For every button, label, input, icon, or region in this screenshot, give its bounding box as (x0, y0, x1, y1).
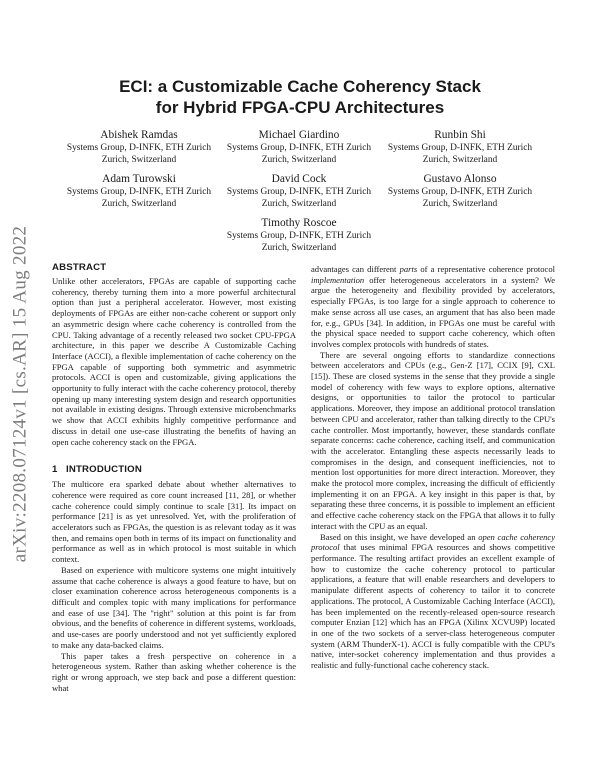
author-location: Zurich, Switzerland (101, 198, 177, 209)
author-affiliation: Systems Group, D-INFK, ETH Zurich (387, 143, 533, 153)
author-location: Zurich, Switzerland (101, 154, 177, 165)
arxiv-stamp-text: arXiv:2208.07124v1 [cs.AR] 15 Aug 2022 (9, 225, 30, 563)
author-affiliation: Systems Group, D-INFK, ETH Zurich (226, 231, 372, 241)
author-block (209, 128, 389, 166)
text-run: advantages can different (311, 264, 400, 274)
emphasis-open-protocol: open cache coherency protocol (311, 531, 555, 553)
emphasis-parts: parts (399, 264, 418, 274)
intro-paragraph-1: The multicore era sparked debate about whether alternatives to coherence were required as core count increased [11, 28], or whether cache coherence could simply continue to scale [31]. Its impact on performance [21] is as yet unresolved. Yet, with the proliferation of accelerators such as FPGAs, the question is as relevant today as it was then, and remains open both in terms of its impact on functionality and performance as well as in which protocol is most suitable in which context. (52, 479, 296, 565)
author-location: Zurich, Switzerland (261, 242, 337, 253)
author-block (49, 172, 229, 210)
abstract-heading: ABSTRACT (52, 262, 107, 273)
right-paragraph-3 (311, 532, 555, 671)
title-line-2: for Hybrid FPGA-CPU Architectures (155, 98, 445, 117)
text-run: of a representative coherence protocol (417, 264, 555, 274)
left-column (52, 262, 296, 693)
intro-paragraph-3: This paper takes a fresh perspective on coherence in a heterogeneous system. Rather than asking whether coherence is the right or wrong approach, we step back and pose a different question: what (52, 650, 296, 693)
author-affiliation: Systems Group, D-INFK, ETH Zurich (66, 143, 212, 153)
author-location: Zurich, Switzerland (422, 198, 498, 209)
author-name: Runbin Shi (434, 129, 486, 141)
author-block (49, 128, 229, 166)
author-block (370, 128, 550, 166)
author-block (209, 216, 389, 254)
author-location: Zurich, Switzerland (422, 154, 498, 165)
emphasis-implementation: implementation (311, 274, 365, 285)
author-block (370, 172, 550, 210)
author-block (209, 172, 389, 210)
author-location: Zurich, Switzerland (261, 154, 337, 165)
author-name: Timothy Roscoe (261, 217, 337, 229)
introduction-heading (52, 464, 296, 476)
arxiv-stamp (2, 188, 38, 600)
title-line-1: ECI: a Customizable Cache Coherency Stack (119, 77, 481, 96)
author-location: Zurich, Switzerland (261, 198, 337, 209)
right-paragraph-2: There are several ongoing efforts to standardize connections between accelerators and CPUs (e.g., Gen-Z [17], CCIX [9], CXL [15]). These are closed systems in the sense that they provide a single model of coherency with few ways to explore options, alternative designs, or opportunities to tailor the protocol to particular applications. Moreover, they impose an additional protocol translation between CPU and accelerator, rather than talking directly to the CPU's cache controller. Most importantly, however, these standards conflate separate concerns: cache coherence, caching itself, and communication with the accelerator. Entangling these aspects necessarily leads to compromises in the design, and consequent inefficiencies, not to mention lost opportunities for more direct interaction. Moreover, they make the protocol more complex, increasing the difficult of efficiently implementing it on an FPGA. A key insight in this paper is that, by separating these three concerns, it is possible to implement an efficient and effective cache coherency stack on the FPGA that allows it to fully interact with the CPU as an equal. (311, 349, 555, 531)
text-run: that uses minimal FPGA resources and shows competitive performance. The resulting artifact provides an excellent example of how to customize the cache coherency protocol to particular applications, a feature that will enable researchers and developers to manipulate different aspects of coherency to tailor it to concrete applications. The protocol, A Customizable Caching Interface (ACCI), has been implemented on the recently-released open-source research computer Enzian [12] which has an FPGA (Xilinx XCVU9P) located in one of the two sockets of a server-class heterogeneous computer system (ARM ThunderX-1). ACCI is fully compatible with the CPU's native, inter-socket coherency implementation and thus provides a realistic and fully-functional cache coherency stack. (311, 542, 555, 671)
author-affiliation: Systems Group, D-INFK, ETH Zurich (226, 187, 372, 197)
intro-paragraph-2: Based on experience with multicore systems one might intuitively assume that cache coherence is always a good feature to have, but on closer examination coherence across heterogeneous components is a difficult and complex topic with many implications for performance and ease of use [34]. The "right" solution at this point is far from obvious, and the benefits of coherence in different systems, workloads, and use-cases are poorly understood and not yet sufficiently explored to make any data-backed claims. (52, 564, 296, 650)
author-name: Adam Turowski (102, 173, 176, 185)
author-name: David Cock (271, 173, 327, 185)
text-run: Based on this insight, we have developed an (320, 531, 479, 542)
section-title: INTRODUCTION (66, 464, 142, 476)
author-affiliation: Systems Group, D-INFK, ETH Zurich (66, 187, 212, 197)
section-number: 1 (52, 464, 58, 476)
author-name: Abishek Ramdas (100, 129, 178, 141)
author-affiliation: Systems Group, D-INFK, ETH Zurich (387, 187, 533, 197)
right-column (311, 264, 555, 671)
right-paragraph-1 (311, 264, 555, 350)
paper-title (60, 76, 540, 118)
author-name: Gustavo Alonso (423, 173, 497, 185)
abstract-text: Unlike other accelerators, FPGAs are capable of supporting cache coherency, thereby turning them into a more powerful architectural option than just a peripheral accelerator. However, most existing deployments of FPGAs are either non-cache coherent or support only an asymmetric design where cache coherency is controlled from the CPU. Taking advantage of a recently released two socket CPU-FPGA architecture, in this paper we describe A Customizable Caching Interface (ACCI), a flexible implementation of cache coherency on the FPGA capable of supporting both symmetric and asymmetric protocols. ACCI is open and customizable, giving applications the opportunity to fully interact with the cache coherency protocol, thereby opening up many interesting system design and research opportunities not available in existing designs. Through extensive microbenchmarks we show that ACCI exhibits highly competitive performance and discuss in detail one use-case illustrating the benefits of having an open cache coherency stack on the FPGA. (52, 276, 296, 447)
text-run: offer heterogeneous accelerators in a system? We argue the heterogeneity and flexibility provided by accelerators, especially FPGAs, is too large for a single approach to coherence to make sense across all use cases, an argument that has also been made for, e.g., GPUs [34]. In addition, in FPGAs one must be careful with the physical space needed to support cache coherency, which often involves complex protocols with hundreds of states. (311, 274, 555, 349)
author-name: Michael Giardino (258, 129, 340, 141)
author-affiliation: Systems Group, D-INFK, ETH Zurich (226, 143, 372, 153)
